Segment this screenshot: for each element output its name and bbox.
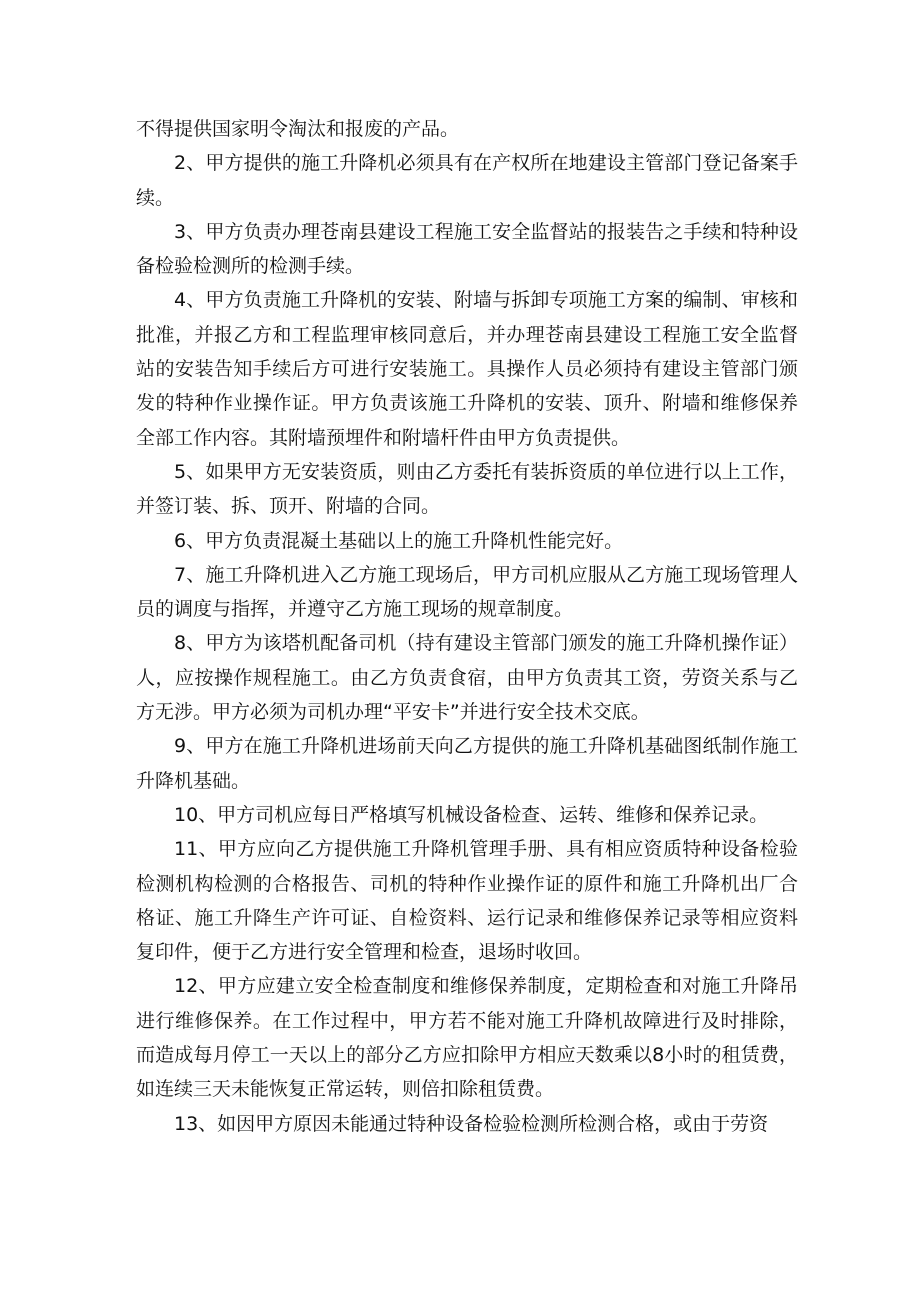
clause-6: 6、甲方负责混凝土基础以上的施工升降机性能完好。 [174, 529, 624, 552]
clause-7: 7、施工升降机进入乙方施工现场后，甲方司机应服从乙方施工现场管理人员的调度与指挥，并遵守乙方施工现场的规章制度。 [136, 563, 798, 621]
clause-3: 3、甲方负责办理苍南县建设工程施工安全监督站的报装告之手续和特种设备检验检测所的检测手续。 [136, 220, 798, 278]
clause-12: 12、甲方应建立安全检查制度和维修保养制度，定期检查和对施工升降吊进行维修保养。在工作过程中，甲方若不能对施工升降机故障进行及时排除，而造成每月停工一天以上的部分乙方应扣除甲方相应天数乘以8小时的租赁费，如连续三天未能恢复正常运转，则倍扣除租赁费。 [136, 975, 798, 1101]
clause-5: 5、如果甲方无安装资质，则由乙方委托有装拆资质的单位进行以上工作，并签订装、拆、顶开、附墙的合同。 [136, 460, 798, 518]
clause-10: 10、甲方司机应每日严格填写机械设备检查、运转、维修和保养记录。 [174, 803, 769, 826]
clause-13: 13、如因甲方原因未能通过特种设备检验检测所检测合格，或由于劳资 [174, 1112, 769, 1135]
clause-8: 8、甲方为该塔机配备司机（持有建设主管部门颁发的施工升降机操作证）人，应按操作规程施工。由乙方负责食宿，由甲方负责其工资，劳资关系与乙方无涉。甲方必须为司机办理“平安卡”并进行安全技术交底。 [136, 632, 798, 724]
clause-11: 11、甲方应向乙方提供施工升降机管理手册、具有相应资质特种设备检验检测机构检测的合格报告、司机的特种作业操作证的原件和施工升降机出厂合格证、施工升降生产许可证、自检资料、运行记录和维修保养记录等相应资料复印件，便于乙方进行安全管理和检查，退场时收回。 [136, 838, 798, 964]
document-body [136, 112, 798, 1141]
clause-9: 9、甲方在施工升降机进场前天向乙方提供的施工升降机基础图纸制作施工升降机基础。 [136, 735, 798, 792]
paragraph-continuation: 不得提供国家明令淘汰和报废的产品。 [136, 118, 460, 140]
clause-4: 4、甲方负责施工升降机的安装、附墙与拆卸专项施工方案的编制、审核和批准，并报乙方和工程监理审核同意后，并办理苍南县建设工程施工安全监督站的安装告知手续后方可进行安装施工。具操作人员必须持有建设主管部门颁发的特种作业操作证。甲方负责该施工升降机的安装、顶升、附墙和维修保养全部工作内容。其附墙预埋件和附墙杆件由甲方负责提供。 [136, 289, 798, 449]
clause-2: 2、甲方提供的施工升降机必须具有在产权所在地建设主管部门登记备案手续。 [136, 152, 798, 209]
